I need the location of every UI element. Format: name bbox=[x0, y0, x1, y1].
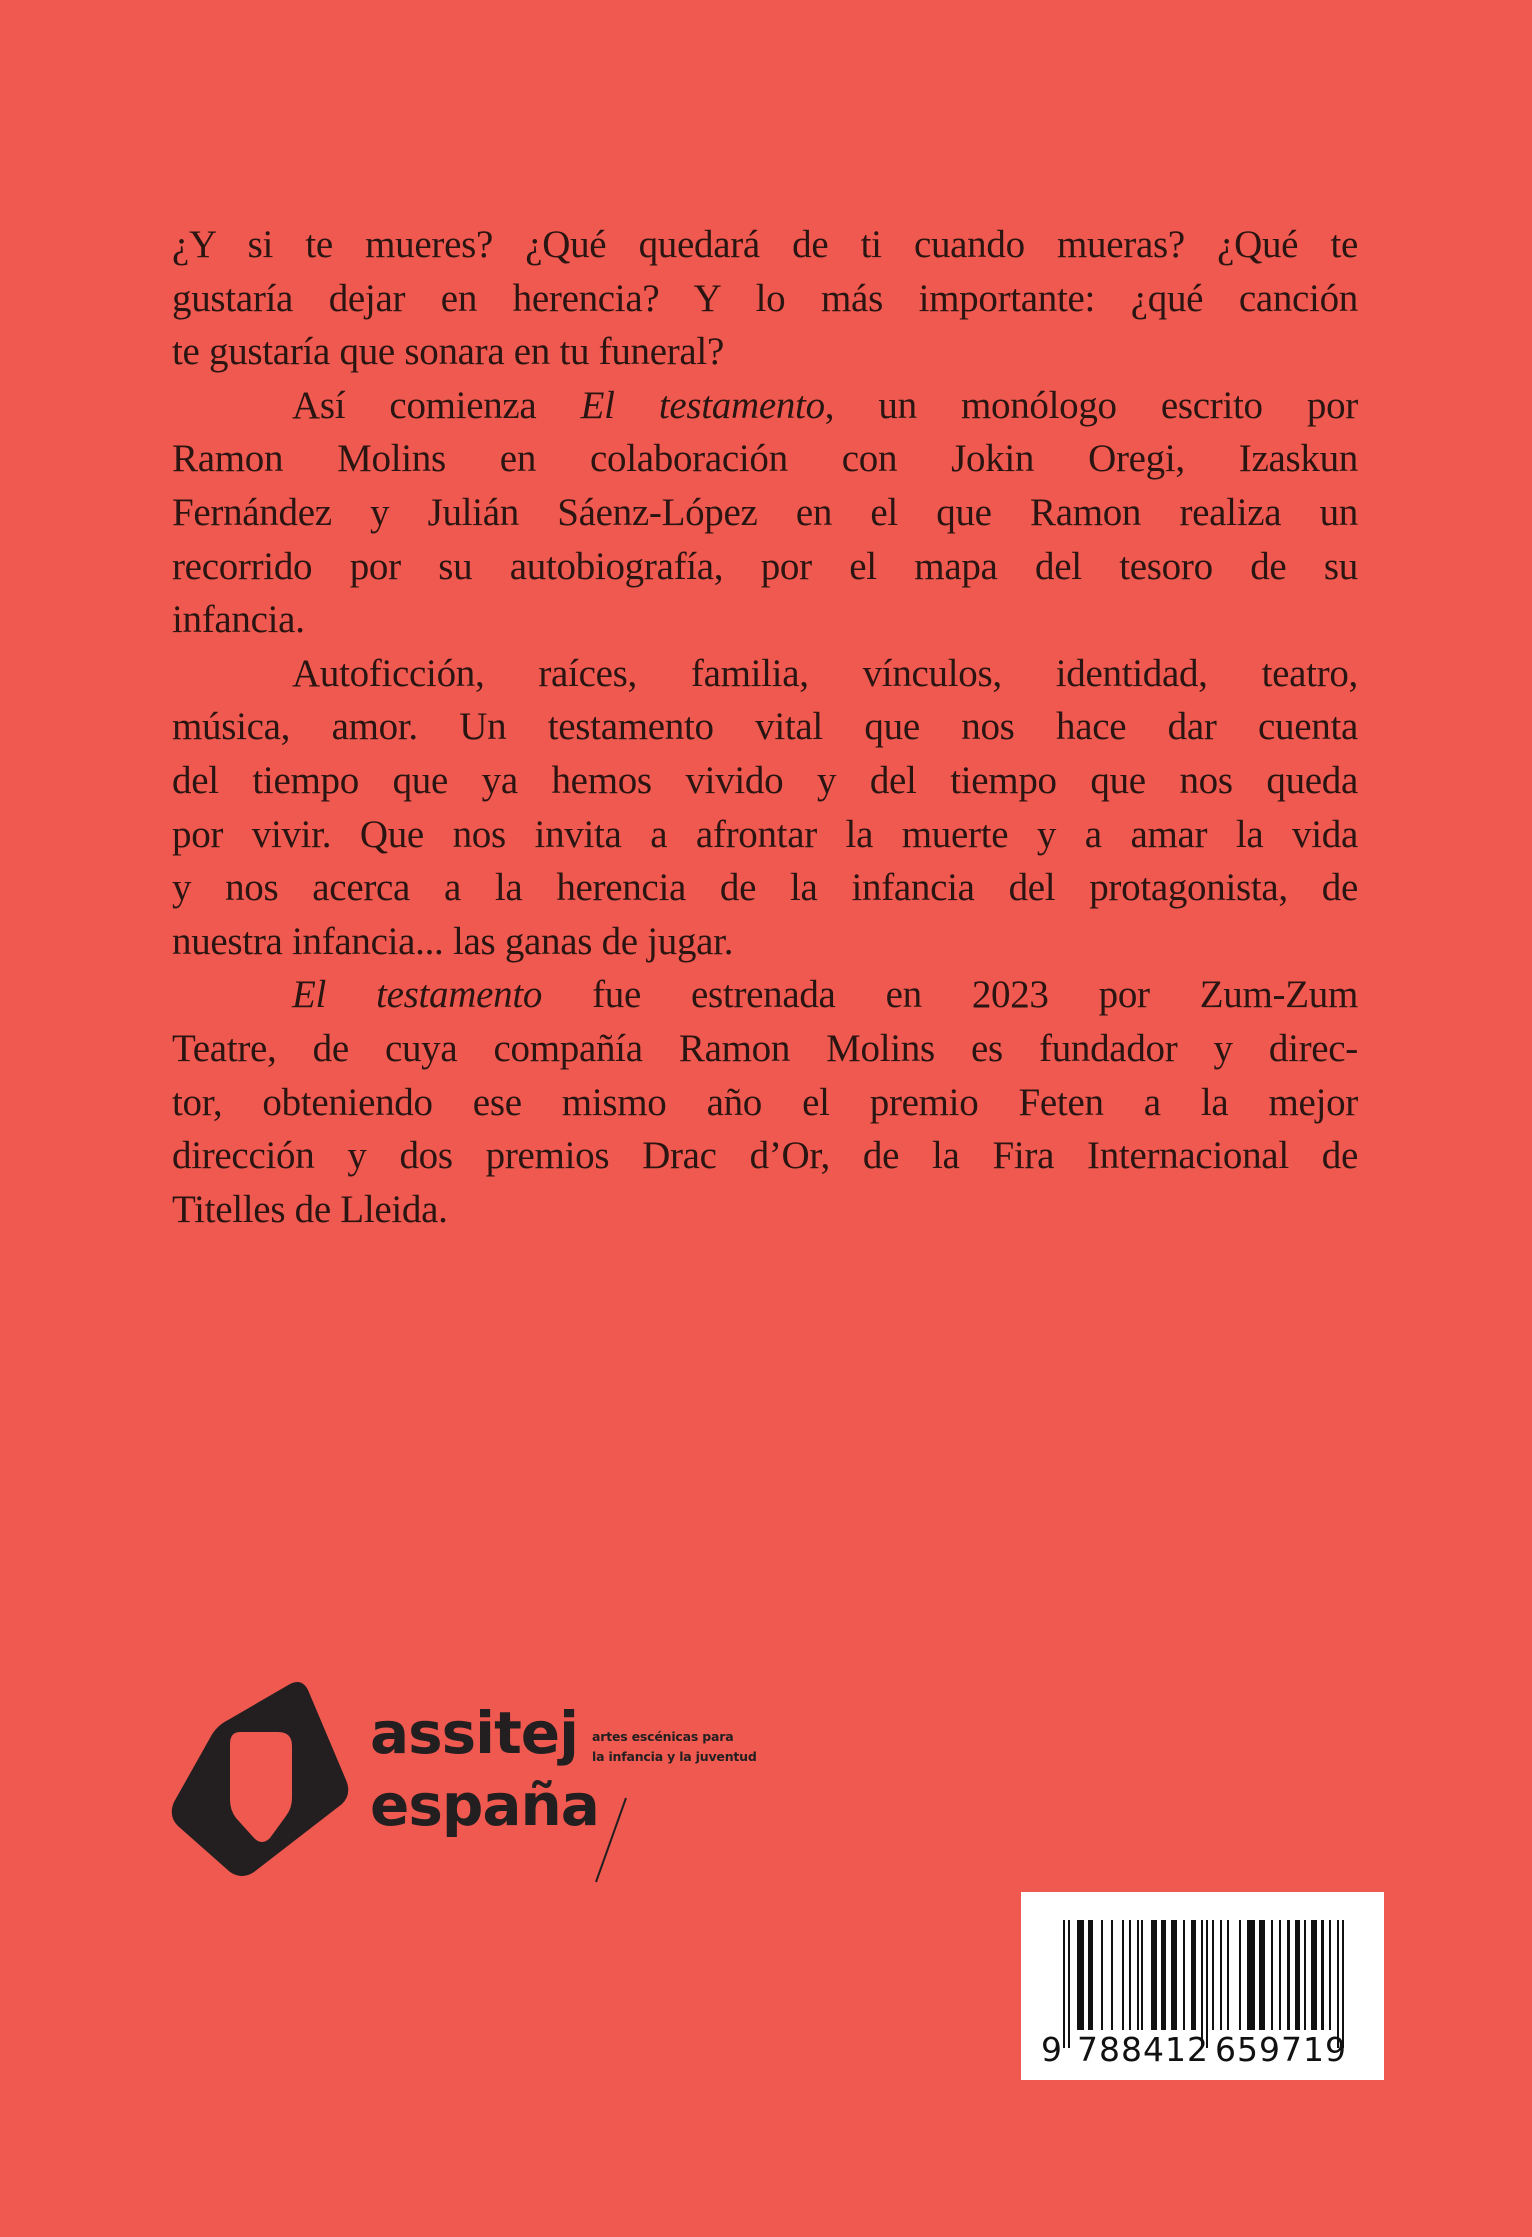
isbn-barcode bbox=[1021, 1892, 1384, 2080]
text-line bbox=[172, 379, 1358, 433]
book-title-italic: El testamento bbox=[292, 973, 543, 1017]
text-line: tor, obteniendo ese mismo año el premio Feten a la mejor bbox=[172, 1080, 1358, 1124]
text-line: por vivir. Que nos invita a afrontar la muerte y a amar la vida bbox=[172, 812, 1358, 856]
text-line: Autoficción, raíces, familia, vínculos, identidad, teatro, bbox=[292, 651, 1358, 695]
text-line: música, amor. Un testamento vital que nos hace dar cuenta bbox=[172, 705, 1358, 749]
text-fragment: , un monólogo escrito por bbox=[824, 383, 1358, 427]
text-line: ¿Y si te mueres? ¿Qué quedará de ti cuando mueras? ¿Qué te bbox=[172, 223, 1358, 266]
pentagon-ring-icon bbox=[170, 1676, 355, 1876]
text-line: te gustaría que sonara en tu funeral? bbox=[172, 330, 724, 374]
book-title-italic: El testamento bbox=[580, 383, 825, 427]
text-line: Titelles de Lleida. bbox=[172, 1187, 448, 1231]
text-fragment: fue estrenada en 2023 por Zum-Zum bbox=[542, 973, 1358, 1017]
text-line: infancia. bbox=[172, 598, 305, 642]
isbn-group-1: 788412 bbox=[1077, 2030, 1209, 2069]
logo-tagline-line1: artes escénicas para bbox=[592, 1729, 734, 1744]
isbn-group-2: 659719 bbox=[1215, 2030, 1347, 2069]
text-line: Teatre, de cuya compañía Ramon Molins es fundador y direc- bbox=[172, 1026, 1358, 1070]
text-line: recorrido por su autobiografía, por el mapa del tesoro de su bbox=[172, 544, 1358, 588]
back-cover-synopsis bbox=[172, 218, 1358, 1236]
text-line: Ramon Molins en colaboración con Jokin Oregi, Izaskun bbox=[172, 437, 1358, 481]
text-line: gustaría dejar en herencia? Y lo más importante: ¿qué canción bbox=[172, 276, 1358, 320]
text-line: y nos acerca a la herencia de la infancia del protagonista, de bbox=[172, 866, 1358, 910]
isbn-first-digit: 9 bbox=[1041, 2030, 1063, 2069]
text-line: Fernández y Julián Sáenz-López en el que Ramon realiza un bbox=[172, 490, 1358, 534]
text-line: del tiempo que ya hemos vivido y del tiempo que nos queda bbox=[172, 758, 1358, 802]
logo-word-assitej: assitej bbox=[370, 1699, 579, 1767]
text-line: nuestra infancia... las ganas de jugar. bbox=[172, 919, 734, 963]
text-fragment: Así comienza bbox=[292, 383, 581, 427]
text-line bbox=[172, 968, 1358, 1022]
logo-word-espana: españa bbox=[370, 1771, 599, 1839]
logo-tagline-line2: la infancia y la juventud bbox=[592, 1749, 757, 1764]
slash-divider-icon bbox=[592, 1796, 632, 1886]
text-line: dirección y dos premios Drac d’Or, de la Fira Internacional de bbox=[172, 1134, 1358, 1178]
assitej-espana-logo bbox=[170, 1676, 810, 1876]
